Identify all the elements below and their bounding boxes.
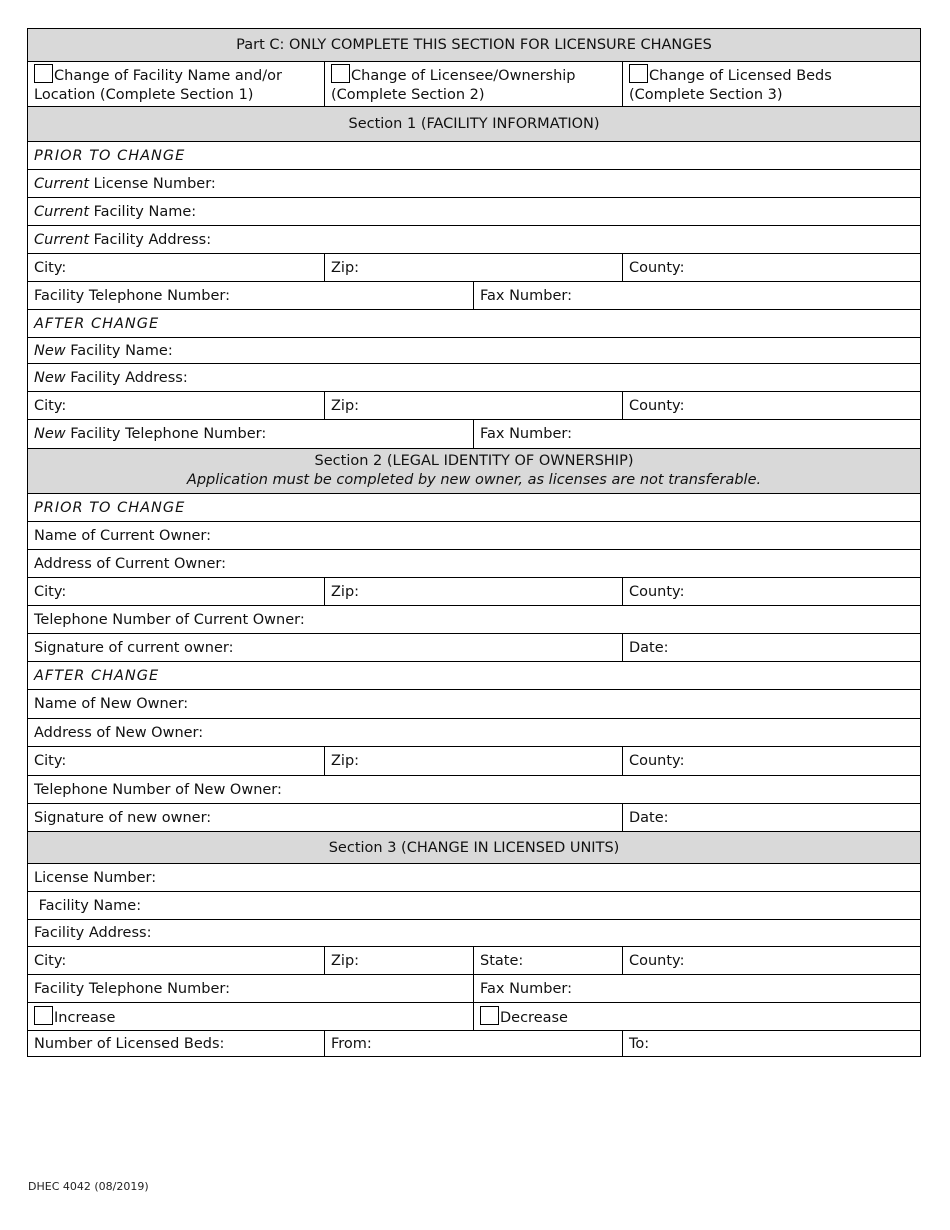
option-facility-name-location[interactable]: Change of Facility Name and/or Location (Complete Section 1) <box>28 62 325 107</box>
form-id: DHEC 4042 (08/2019) <box>28 1180 149 1193</box>
licensure-changes-form <box>27 28 921 1057</box>
zip-field[interactable]: Zip: <box>325 747 623 776</box>
section3-title: Section 3 (CHANGE IN LICENSED UNITS) <box>28 832 921 864</box>
part-c-title: Part C: ONLY COMPLETE THIS SECTION FOR LICENSURE CHANGES <box>28 29 921 62</box>
zip-field[interactable]: Zip: <box>325 947 474 975</box>
date-field[interactable]: Date: <box>623 634 921 662</box>
name-new-owner-field[interactable]: Name of New Owner: <box>28 690 921 719</box>
section1-title: Section 1 (FACILITY INFORMATION) <box>28 107 921 142</box>
telephone-new-owner-row <box>28 776 921 804</box>
section2-subtitle: Application must be completed by new owner, as licenses are not transferable. <box>186 472 762 488</box>
prior-to-change-label: PRIOR TO CHANGE <box>34 499 186 516</box>
county-field[interactable]: County: <box>623 747 921 776</box>
current-license-number-field[interactable]: Current License Number: <box>28 170 921 198</box>
option-licensee-ownership[interactable]: Change of Licensee/Ownership (Complete Section 2) <box>325 62 623 107</box>
new-facility-address-field[interactable]: New Facility Address: <box>28 364 921 392</box>
zip-field[interactable]: Zip: <box>325 254 623 282</box>
number-of-beds-label: Number of Licensed Beds: <box>28 1031 325 1057</box>
address-current-owner-field[interactable]: Address of Current Owner: <box>28 550 921 578</box>
current-facility-address-row <box>28 226 921 254</box>
city-field[interactable]: City: <box>28 947 325 975</box>
prior-to-change-label: PRIOR TO CHANGE <box>34 147 186 164</box>
section1-header-row <box>28 107 921 142</box>
zip-field[interactable]: Zip: <box>325 578 623 606</box>
fax-number-field[interactable]: Fax Number: <box>474 282 921 310</box>
checkbox-licensee-ownership[interactable] <box>331 64 350 83</box>
increase-decrease-row <box>28 1003 921 1031</box>
section2-title: Section 2 (LEGAL IDENTITY OF OWNERSHIP) <box>314 453 634 469</box>
section2-after-row <box>28 662 921 690</box>
beds-to-field[interactable]: To: <box>623 1031 921 1057</box>
facility-telephone-field[interactable]: Facility Telephone Number: <box>28 975 474 1003</box>
fax-number-field[interactable]: Fax Number: <box>474 420 921 449</box>
section2-prior-row <box>28 494 921 522</box>
state-field[interactable]: State: <box>474 947 623 975</box>
signature-current-owner-row <box>28 634 921 662</box>
facility-name-field[interactable]: Facility Name: <box>28 892 921 920</box>
facility-telephone-field[interactable]: Facility Telephone Number: <box>28 282 474 310</box>
current-facility-name-field[interactable]: Current Facility Name: <box>28 198 921 226</box>
option-licensed-beds[interactable]: Change of Licensed Beds (Complete Section 3) <box>623 62 921 107</box>
option-increase[interactable]: Increase <box>28 1003 474 1031</box>
address-new-owner-field[interactable]: Address of New Owner: <box>28 719 921 747</box>
section2-current-location-row <box>28 578 921 606</box>
telephone-new-owner-field[interactable]: Telephone Number of New Owner: <box>28 776 921 804</box>
county-field[interactable]: County: <box>623 578 921 606</box>
county-field[interactable]: County: <box>623 947 921 975</box>
license-number-field[interactable]: License Number: <box>28 864 921 892</box>
address-new-owner-row <box>28 719 921 747</box>
section1-prior-row <box>28 142 921 170</box>
signature-current-owner-field[interactable]: Signature of current owner: <box>28 634 623 662</box>
current-facility-name-row <box>28 198 921 226</box>
change-type-row <box>28 62 921 107</box>
section3-facility-name-row <box>28 892 921 920</box>
section2-new-location-row <box>28 747 921 776</box>
section3-facility-address-row <box>28 920 921 947</box>
name-current-owner-field[interactable]: Name of Current Owner: <box>28 522 921 550</box>
city-field[interactable]: City: <box>28 747 325 776</box>
fax-number-field[interactable]: Fax Number: <box>474 975 921 1003</box>
section1-prior-location-row <box>28 254 921 282</box>
name-current-owner-row <box>28 522 921 550</box>
facility-telephone-row <box>28 282 921 310</box>
county-field[interactable]: County: <box>623 254 921 282</box>
date-field[interactable]: Date: <box>623 804 921 832</box>
section2-header-row <box>28 449 921 494</box>
name-new-owner-row <box>28 690 921 719</box>
new-facility-name-field[interactable]: New Facility Name: <box>28 338 921 364</box>
telephone-current-owner-row <box>28 606 921 634</box>
new-facility-telephone-field[interactable]: New Facility Telephone Number: <box>28 420 474 449</box>
section3-location-row <box>28 947 921 975</box>
licensed-beds-row <box>28 1031 921 1057</box>
section1-after-row <box>28 310 921 338</box>
city-field[interactable]: City: <box>28 254 325 282</box>
part-c-header-row <box>28 29 921 62</box>
county-field[interactable]: County: <box>623 392 921 420</box>
address-current-owner-row <box>28 550 921 578</box>
checkbox-facility-name-location[interactable] <box>34 64 53 83</box>
after-change-label: AFTER CHANGE <box>34 315 160 332</box>
checkbox-licensed-beds[interactable] <box>629 64 648 83</box>
facility-address-field[interactable]: Facility Address: <box>28 920 921 947</box>
after-change-label: AFTER CHANGE <box>34 667 160 684</box>
beds-from-field[interactable]: From: <box>325 1031 623 1057</box>
checkbox-decrease[interactable] <box>480 1006 499 1025</box>
section3-license-number-row <box>28 864 921 892</box>
signature-new-owner-row <box>28 804 921 832</box>
new-facility-name-row <box>28 338 921 364</box>
telephone-current-owner-field[interactable]: Telephone Number of Current Owner: <box>28 606 921 634</box>
current-license-number-row <box>28 170 921 198</box>
new-facility-telephone-row <box>28 420 921 449</box>
city-field[interactable]: City: <box>28 392 325 420</box>
new-facility-address-row <box>28 364 921 392</box>
section3-header-row <box>28 832 921 864</box>
signature-new-owner-field[interactable]: Signature of new owner: <box>28 804 623 832</box>
current-facility-address-field[interactable]: Current Facility Address: <box>28 226 921 254</box>
section1-new-location-row <box>28 392 921 420</box>
section3-telephone-row <box>28 975 921 1003</box>
city-field[interactable]: City: <box>28 578 325 606</box>
option-decrease[interactable]: Decrease <box>474 1003 921 1031</box>
checkbox-increase[interactable] <box>34 1006 53 1025</box>
zip-field[interactable]: Zip: <box>325 392 623 420</box>
